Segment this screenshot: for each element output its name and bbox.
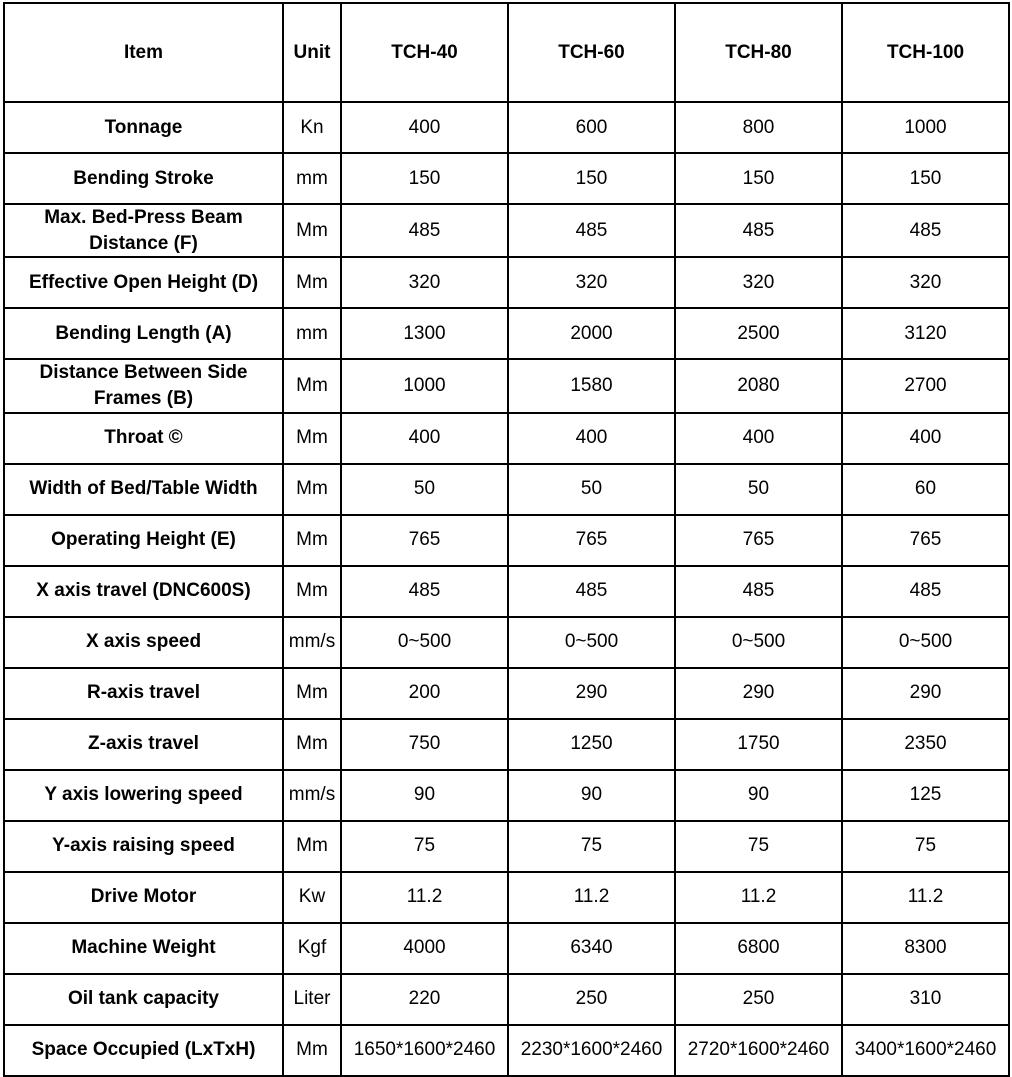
value-cell: 125 (842, 770, 1009, 821)
value-cell: 2230*1600*2460 (508, 1025, 675, 1076)
value-cell: 320 (508, 257, 675, 308)
value-cell: 0~500 (341, 617, 508, 668)
value-cell: 320 (675, 257, 842, 308)
value-cell: 11.2 (842, 872, 1009, 923)
value-cell: 1580 (508, 359, 675, 412)
value-cell: 90 (341, 770, 508, 821)
unit-cell: mm (283, 308, 341, 359)
value-cell: 485 (675, 204, 842, 257)
table-row (4, 566, 1009, 617)
value-cell: 11.2 (675, 872, 842, 923)
item-cell: Throat © (4, 413, 283, 464)
value-cell: 485 (341, 204, 508, 257)
item-cell: Bending Length (A) (4, 308, 283, 359)
value-cell: 320 (842, 257, 1009, 308)
header-model: TCH-60 (508, 3, 675, 102)
table-row (4, 153, 1009, 204)
value-cell: 1750 (675, 719, 842, 770)
item-cell: Bending Stroke (4, 153, 283, 204)
unit-cell: Mm (283, 566, 341, 617)
table-row (4, 668, 1009, 719)
value-cell: 1650*1600*2460 (341, 1025, 508, 1076)
table-row (4, 464, 1009, 515)
item-cell: Y axis lowering speed (4, 770, 283, 821)
unit-cell: Mm (283, 257, 341, 308)
unit-cell: Mm (283, 1025, 341, 1076)
table-body (4, 102, 1009, 1076)
value-cell: 150 (675, 153, 842, 204)
value-cell: 1250 (508, 719, 675, 770)
value-cell: 50 (341, 464, 508, 515)
header-item: Item (4, 3, 283, 102)
value-cell: 0~500 (842, 617, 1009, 668)
value-cell: 2080 (675, 359, 842, 412)
header-row (4, 3, 1009, 102)
value-cell: 485 (508, 566, 675, 617)
item-cell: Oil tank capacity (4, 974, 283, 1025)
value-cell: 200 (341, 668, 508, 719)
value-cell: 11.2 (341, 872, 508, 923)
table-row (4, 617, 1009, 668)
unit-cell: Mm (283, 821, 341, 872)
value-cell: 8300 (842, 923, 1009, 974)
item-cell: Tonnage (4, 102, 283, 153)
value-cell: 320 (341, 257, 508, 308)
unit-cell: Kgf (283, 923, 341, 974)
value-cell: 750 (341, 719, 508, 770)
value-cell: 2000 (508, 308, 675, 359)
item-cell: X axis travel (DNC600S) (4, 566, 283, 617)
item-cell: Operating Height (E) (4, 515, 283, 566)
item-cell: Distance Between Side Frames (B) (4, 359, 283, 412)
item-cell: R-axis travel (4, 668, 283, 719)
unit-cell: mm/s (283, 770, 341, 821)
value-cell: 90 (508, 770, 675, 821)
table-row (4, 515, 1009, 566)
header-model: TCH-100 (842, 3, 1009, 102)
value-cell: 50 (675, 464, 842, 515)
value-cell: 3400*1600*2460 (842, 1025, 1009, 1076)
value-cell: 310 (842, 974, 1009, 1025)
unit-cell: Mm (283, 413, 341, 464)
value-cell: 400 (675, 413, 842, 464)
table-row (4, 257, 1009, 308)
value-cell: 400 (341, 413, 508, 464)
item-cell: Effective Open Height (D) (4, 257, 283, 308)
item-cell: Width of Bed/Table Width (4, 464, 283, 515)
value-cell: 765 (508, 515, 675, 566)
table-row (4, 102, 1009, 153)
value-cell: 50 (508, 464, 675, 515)
value-cell: 1000 (842, 102, 1009, 153)
value-cell: 600 (508, 102, 675, 153)
value-cell: 6340 (508, 923, 675, 974)
table-row (4, 974, 1009, 1025)
value-cell: 800 (675, 102, 842, 153)
unit-cell: Mm (283, 719, 341, 770)
unit-cell: mm/s (283, 617, 341, 668)
table-row (4, 359, 1009, 412)
value-cell: 0~500 (508, 617, 675, 668)
value-cell: 11.2 (508, 872, 675, 923)
value-cell: 485 (675, 566, 842, 617)
item-cell: Max. Bed-Press Beam Distance (F) (4, 204, 283, 257)
value-cell: 485 (842, 566, 1009, 617)
table-row (4, 413, 1009, 464)
value-cell: 150 (842, 153, 1009, 204)
item-cell: Drive Motor (4, 872, 283, 923)
value-cell: 60 (842, 464, 1009, 515)
value-cell: 220 (341, 974, 508, 1025)
value-cell: 2350 (842, 719, 1009, 770)
value-cell: 75 (341, 821, 508, 872)
item-cell: Y-axis raising speed (4, 821, 283, 872)
spec-table (3, 2, 1010, 1077)
unit-cell: Liter (283, 974, 341, 1025)
header-model: TCH-40 (341, 3, 508, 102)
item-cell: Space Occupied (LxTxH) (4, 1025, 283, 1076)
value-cell: 400 (341, 102, 508, 153)
table-row (4, 1025, 1009, 1076)
value-cell: 290 (842, 668, 1009, 719)
value-cell: 765 (842, 515, 1009, 566)
value-cell: 2500 (675, 308, 842, 359)
value-cell: 3120 (842, 308, 1009, 359)
table-row (4, 770, 1009, 821)
value-cell: 75 (675, 821, 842, 872)
value-cell: 1000 (341, 359, 508, 412)
value-cell: 485 (341, 566, 508, 617)
unit-cell: mm (283, 153, 341, 204)
value-cell: 90 (675, 770, 842, 821)
value-cell: 150 (508, 153, 675, 204)
value-cell: 0~500 (675, 617, 842, 668)
value-cell: 2720*1600*2460 (675, 1025, 842, 1076)
unit-cell: Kw (283, 872, 341, 923)
item-cell: Z-axis travel (4, 719, 283, 770)
value-cell: 4000 (341, 923, 508, 974)
table-row (4, 821, 1009, 872)
table-row (4, 204, 1009, 257)
value-cell: 400 (842, 413, 1009, 464)
table-row (4, 872, 1009, 923)
value-cell: 150 (341, 153, 508, 204)
value-cell: 75 (508, 821, 675, 872)
header-unit: Unit (283, 3, 341, 102)
value-cell: 485 (508, 204, 675, 257)
value-cell: 400 (508, 413, 675, 464)
unit-cell: Mm (283, 515, 341, 566)
table-row (4, 719, 1009, 770)
value-cell: 6800 (675, 923, 842, 974)
unit-cell: Kn (283, 102, 341, 153)
value-cell: 765 (341, 515, 508, 566)
unit-cell: Mm (283, 204, 341, 257)
value-cell: 75 (842, 821, 1009, 872)
unit-cell: Mm (283, 668, 341, 719)
table-row (4, 308, 1009, 359)
table-row (4, 923, 1009, 974)
value-cell: 765 (675, 515, 842, 566)
value-cell: 250 (675, 974, 842, 1025)
value-cell: 290 (675, 668, 842, 719)
unit-cell: Mm (283, 359, 341, 412)
value-cell: 485 (842, 204, 1009, 257)
unit-cell: Mm (283, 464, 341, 515)
item-cell: Machine Weight (4, 923, 283, 974)
value-cell: 250 (508, 974, 675, 1025)
value-cell: 290 (508, 668, 675, 719)
value-cell: 1300 (341, 308, 508, 359)
header-model: TCH-80 (675, 3, 842, 102)
item-cell: X axis speed (4, 617, 283, 668)
value-cell: 2700 (842, 359, 1009, 412)
